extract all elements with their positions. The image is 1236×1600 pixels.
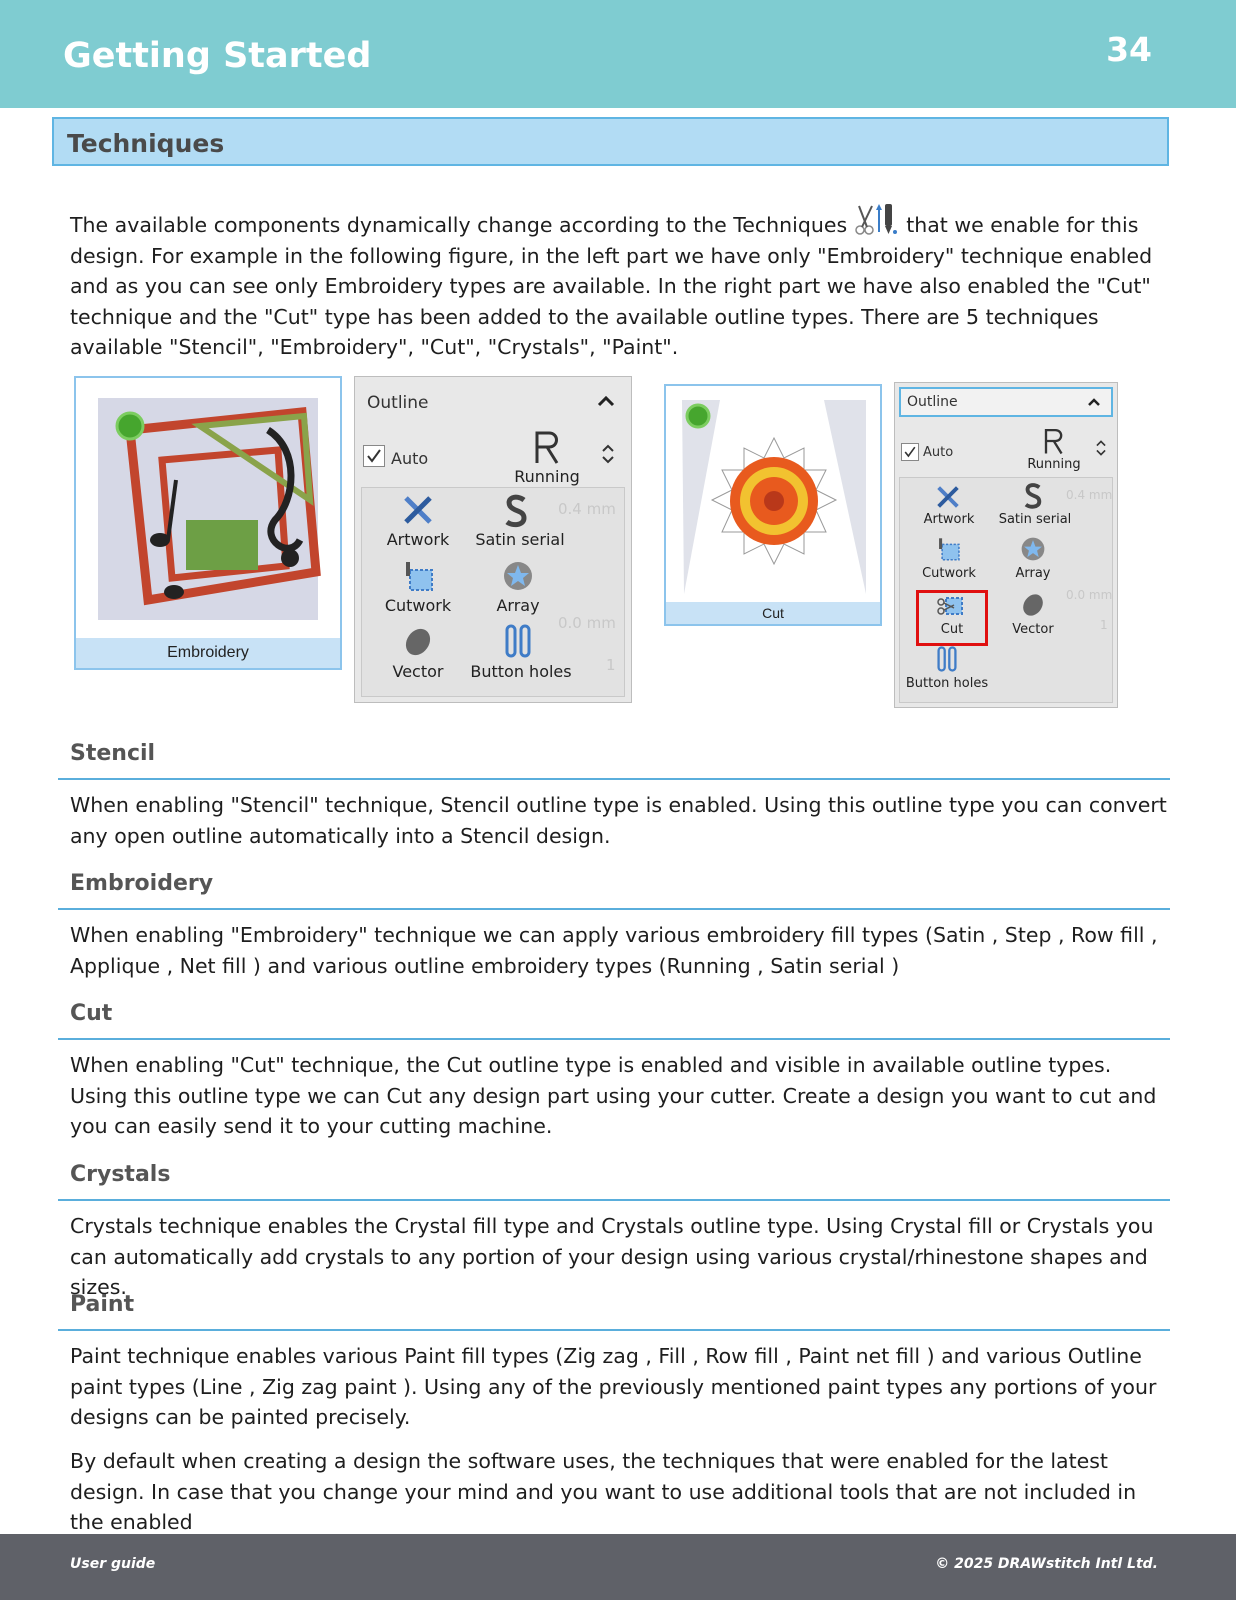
embroidery-thumbnail[interactable]	[74, 376, 342, 670]
type-vector[interactable]: Vector	[1012, 622, 1054, 637]
paragraph-crystals: Crystals technique enables the Crystal fill type and Crystals outline type. Using Crystal fill or Crystals you can automatically add crystals to any portion of your design using various crystal/rhinestone shapes and sizes.	[70, 1214, 1154, 1299]
type-satin-serial[interactable]: Satin serial	[998, 512, 1072, 527]
type-cutwork[interactable]: Cutwork	[384, 596, 452, 615]
panel-title: Outline	[907, 394, 958, 410]
satin-serial-icon	[1022, 482, 1044, 510]
type-array[interactable]: Array	[1015, 566, 1051, 581]
paragraph-cut: When enabling "Cut" technique, the Cut outline type is enabled and visible in available outline types. Using this outline type we can Cut any design part using your cutter. Create a design you want to cut and you can easily send it to your cutting machine.	[70, 1053, 1157, 1138]
figure-left	[74, 376, 342, 670]
outline-panel-left	[354, 376, 632, 703]
type-artwork[interactable]: Artwork	[923, 512, 975, 527]
heading-crystals: Crystals	[70, 1162, 171, 1187]
vector-icon	[402, 626, 434, 658]
cut-icon	[936, 594, 966, 620]
button-holes-icon	[936, 646, 958, 672]
page-number: 34	[1106, 30, 1152, 69]
section-title: Techniques	[67, 129, 225, 158]
ghost-value: 0.4 mm	[558, 500, 616, 518]
heading-rule	[58, 1329, 1170, 1331]
type-vector[interactable]: Vector	[392, 662, 444, 681]
flower-design-image	[674, 394, 874, 598]
auto-checkbox[interactable]	[901, 443, 919, 461]
ghost-value: 0.0 mm	[558, 614, 616, 632]
type-button-holes[interactable]: Button holes	[905, 676, 989, 691]
outline-panel-right	[894, 382, 1118, 708]
thumbnail-caption: Embroidery	[76, 638, 340, 668]
chevron-up-icon[interactable]	[597, 395, 615, 407]
page-header	[0, 0, 1236, 108]
auto-label: Auto	[923, 445, 954, 460]
techniques-icon	[854, 202, 900, 236]
footer-copyright: © 2025 DRAWstitch Intl Ltd.	[935, 1556, 1158, 1572]
button-holes-icon	[504, 624, 532, 658]
paragraph-stencil: When enabling "Stencil" technique, Stencil outline type is enabled. Using this outline type you can convert any open outline automatically into a Stencil design.	[70, 793, 1167, 848]
running-icon	[531, 429, 561, 465]
heading-rule	[58, 1038, 1170, 1040]
heading-stencil: Stencil	[70, 741, 156, 766]
heading-paint: Paint	[70, 1292, 135, 1317]
array-icon	[1020, 536, 1046, 562]
type-array[interactable]: Array	[496, 596, 540, 615]
heading-rule	[58, 1199, 1170, 1201]
thumbnail-caption: Cut	[666, 602, 880, 624]
intro-text-end: that we enable for this design. For example in the following figure, in the left part we have only "Embroidery" technique enabled and as you can see only Embroidery types are available. In the right part we have also enabled the "Cut" technique and the "Cut" type has been added to the available outline types. There are 5 techniques available "Stencil", "Embroidery", "Cut", "Crystals", "Paint".	[70, 213, 1153, 359]
vector-icon	[1020, 592, 1046, 618]
panel-title: Outline	[367, 393, 429, 413]
up-down-arrows-icon[interactable]	[1095, 439, 1107, 457]
selected-outline-type[interactable]: Running	[1027, 457, 1081, 472]
type-cut[interactable]: Cut	[940, 622, 964, 637]
auto-label: Auto	[391, 449, 429, 468]
selected-outline-type[interactable]: Running	[514, 467, 580, 486]
type-cutwork[interactable]: Cutwork	[922, 566, 976, 581]
type-satin-serial[interactable]: Satin serial	[475, 530, 565, 549]
chevron-up-icon[interactable]	[1087, 397, 1101, 407]
array-icon	[502, 560, 534, 592]
type-button-holes[interactable]: Button holes	[470, 662, 572, 681]
cutwork-icon	[936, 536, 962, 562]
checkmark-icon	[364, 446, 384, 466]
chapter-title: Getting Started	[63, 36, 372, 76]
heading-rule	[58, 908, 1170, 910]
checkmark-icon	[902, 444, 918, 460]
heading-cut: Cut	[70, 1001, 113, 1026]
page-footer	[0, 1534, 1236, 1600]
ghost-value: 1	[606, 656, 616, 674]
ghost-value: 0.4 mm	[1066, 488, 1113, 502]
figure-right	[664, 384, 882, 626]
cut-thumbnail[interactable]	[664, 384, 882, 626]
type-artwork[interactable]: Artwork	[386, 530, 450, 549]
section-title-bar	[52, 117, 1169, 166]
footer-left: User guide	[70, 1556, 156, 1572]
music-design-image	[90, 390, 326, 630]
cutwork-icon	[402, 560, 436, 592]
auto-checkbox[interactable]	[363, 445, 385, 467]
heading-embroidery: Embroidery	[70, 871, 214, 896]
running-icon	[1041, 427, 1065, 455]
artwork-icon	[400, 494, 436, 526]
outline-type-dropdown	[361, 487, 625, 697]
artwork-icon	[934, 484, 962, 510]
intro-paragraph	[70, 202, 1170, 363]
heading-rule	[58, 778, 1170, 780]
up-down-arrows-icon[interactable]	[601, 443, 615, 465]
paragraph-paint: Paint technique enables various Paint fill types (Zig zag , Fill , Row fill , Paint net fill ) and various Outline paint types (Line , Zig zag paint ). Using any of the previously mentioned paint types any portions of your designs can be painted precisely.	[70, 1344, 1157, 1429]
panel-header[interactable]	[899, 387, 1113, 417]
paragraph-closing: By default when creating a design the software uses, the techniques that were enabled for the latest design. In case that you change your mind and you want to use additional tools that are not included in the enabled	[70, 1449, 1137, 1534]
ghost-value: 1	[1100, 618, 1108, 632]
intro-text-start: The available components dynamically change according to the Techniques	[70, 213, 848, 237]
outline-type-dropdown	[899, 477, 1113, 703]
paragraph-embroidery: When enabling "Embroidery" technique we can apply various embroidery fill types (Satin , Step , Row fill , Applique , Net fill ) and various outline embroidery types (Running , Satin serial )	[70, 923, 1158, 978]
satin-serial-icon	[502, 494, 530, 528]
ghost-value: 0.0 mm	[1066, 588, 1113, 602]
